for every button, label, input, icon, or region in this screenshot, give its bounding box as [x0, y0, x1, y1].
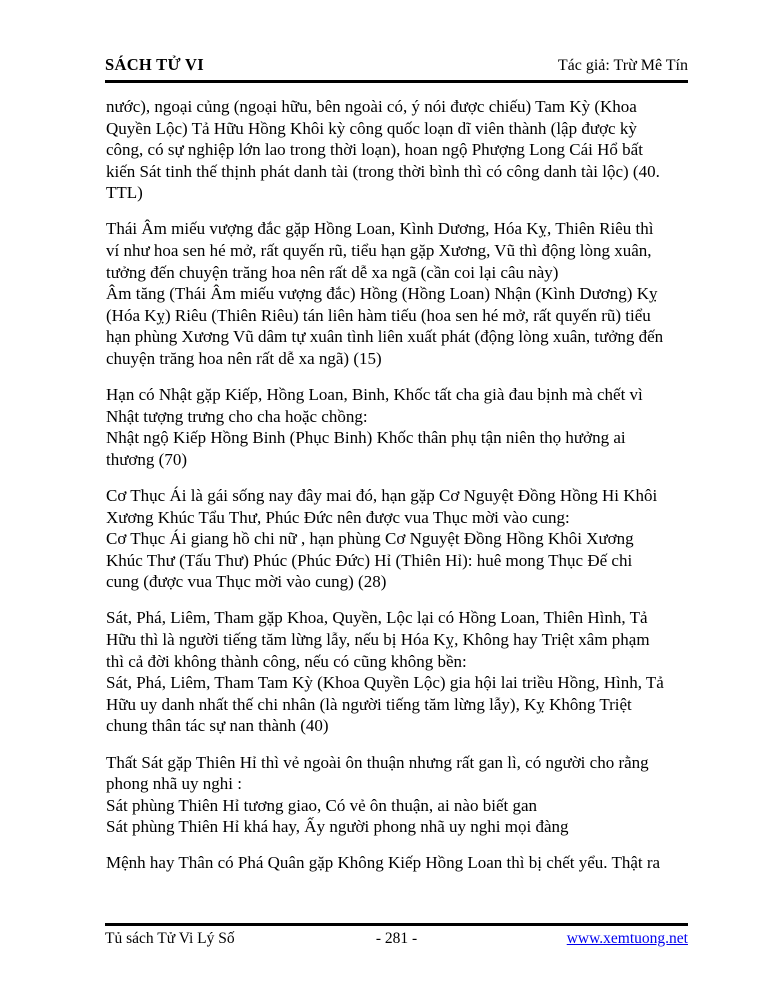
text-line: Sát, Phá, Liêm, Tham Tam Kỳ (Khoa Quyền Lộc) gia hội lai triều Hồng, Hình, Tả: [106, 673, 664, 693]
text-line: hạn phùng Xương Vũ dâm tự xuân tình liên xuất phát (động lòng xuân, tưởng đến: [106, 327, 664, 347]
text-line: kiến Sát tinh thế thịnh phát danh tài (trong thời bình thì có công danh tài lộc) (40.: [106, 161, 660, 181]
paragraph: [106, 852, 684, 874]
page-number: - 281 -: [375, 930, 418, 947]
text-line: Hạn có Nhật gặp Kiếp, Hồng Loan, Binh, Khốc tất cha già đau bịnh mà chết vì: [106, 385, 643, 405]
text-line: Cơ Thục Ái là gái sống nay đây mai đó, hạn gặp Cơ Nguyệt Đồng Hồng Hi Khôi: [106, 486, 658, 505]
paragraph: [106, 485, 684, 593]
text-line: Nhật tượng trưng cho cha hoặc chồng:: [106, 406, 368, 426]
text-line: TTL): [106, 183, 143, 203]
text-line: Sát, Phá, Liêm, Tham gặp Khoa, Quyền, Lộc lại có Hồng Loan, Thiên Hình, Tả: [106, 608, 648, 628]
text-line: Hữu thì là người tiếng tăm lừng lẫy, nếu bị Hóa Kỵ, Không hay Triệt xâm phạm: [106, 630, 650, 650]
text-line: (Hóa Kỵ) Riêu (Thiên Riêu) tán liên hàm tiếu (hoa sen hé mở, rất quyến rũ) tiểu: [106, 305, 651, 325]
text-line: nước), ngoại củng (ngoại hữu, bên ngoài có, ý nói được chiếu) Tam Kỳ (Khoa: [106, 97, 637, 116]
text-line: Hữu uy danh nhất thế chi nhân (là người tiếng tăm lừng lẫy), Kỵ Không Triệt: [106, 694, 632, 714]
text-line: Thái Âm miếu vượng đắc gặp Hồng Loan, Kình Dương, Hóa Kỵ, Thiên Riêu thì: [106, 219, 654, 239]
text-line: tưởng đến chuyện trăng hoa nên rất dễ xa ngã (cần coi lại câu này): [106, 262, 559, 282]
page-header: [105, 55, 688, 83]
text-line: Thất Sát gặp Thiên Hỉ thì vẻ ngoài ôn thuận nhưng rất gan lì, có người cho rằng: [106, 752, 649, 772]
text-line: Mệnh hay Thân có Phá Quân gặp Không Kiếp Hồng Loan thì bị chết yểu. Thật ra: [106, 853, 661, 873]
author-credit: Tác giả: Trừ Mê Tín: [557, 57, 688, 74]
website-link[interactable]: www.xemtuong.net: [566, 930, 688, 947]
paragraph: [106, 752, 684, 838]
paragraph: [106, 218, 684, 369]
text-line: Xương Khúc Tẩu Thư, Phúc Đức nên được vua Thục mời vào cung:: [106, 507, 570, 527]
text-line: Nhật ngộ Kiếp Hồng Binh (Phục Binh) Khốc thân phụ tận niên thọ hưởng ai: [106, 428, 626, 448]
text-line: Cơ Thục Ái giang hồ chi nữ , hạn phùng Cơ Nguyệt Đồng Hồng Khôi Xương: [106, 529, 634, 549]
text-line: công, có sự nghiệp lớn lao trong thời loạn), hoan ngộ Phượng Long Cái Hổ bất: [106, 140, 643, 160]
text-line: Khúc Thư (Tấu Thư) Phúc (Phúc Đức) Hỉ (Thiên Hỉ): huê mong Thục Đế chi: [106, 550, 633, 570]
footer-link-cell: [494, 930, 688, 948]
text-line: Sát phùng Thiên Hỉ tương giao, Có vẻ ôn thuận, ai nào biết gan: [106, 795, 538, 815]
text-line: Quyền Lộc) Tả Hữu Hồng Khôi kỳ công quốc loạn dĩ viên thành (lập được kỳ: [106, 118, 637, 138]
text-line: thì cả đời không thành công, nếu có cũng không bền:: [106, 651, 467, 671]
text-line: chuyện trăng hoa nên rất dễ xa ngã) (15): [106, 349, 382, 369]
paragraph: [106, 96, 684, 204]
text-line: cung (được vua Thục mời vào cung) (28): [106, 572, 387, 592]
paragraph: [106, 607, 684, 737]
page-footer: [105, 923, 688, 948]
book-title: SÁCH TỬ VI: [105, 55, 204, 74]
document-body: [106, 96, 684, 874]
paragraph: [106, 384, 684, 470]
text-line: Âm tăng (Thái Âm miếu vượng đắc) Hồng (Hồng Loan) Nhận (Kình Dương) Kỵ: [106, 284, 658, 304]
text-line: chung thân tác sự nan thành (40): [106, 716, 329, 736]
text-line: ví như hoa sen hé mở, rất quyến rũ, tiểu hạn gặp Xương, Vũ thì động lòng xuân,: [106, 241, 652, 261]
footer-series-title: Tủ sách Tử Vi Lý Số: [105, 930, 235, 947]
text-line: phong nhã uy nghi :: [106, 774, 242, 794]
text-line: Sát phùng Thiên Hỉ khá hay, Ấy người phong nhã uy nghi mọi đàng: [106, 817, 569, 837]
text-line: thương (70): [106, 449, 187, 469]
